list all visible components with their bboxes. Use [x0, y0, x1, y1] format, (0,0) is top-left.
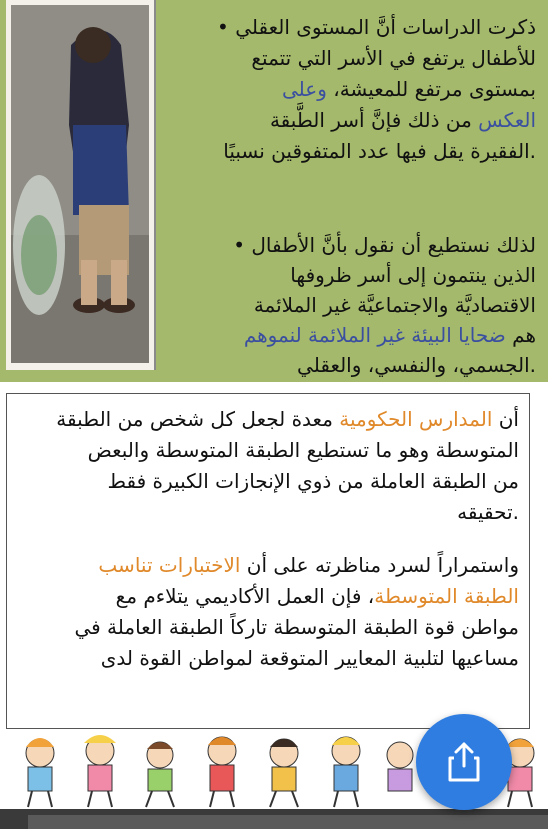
section2-text — [171, 230, 536, 380]
box-p1-line1a: أن — [492, 407, 519, 431]
share-icon — [446, 742, 482, 782]
bottom-bar — [0, 809, 548, 829]
share-button[interactable] — [416, 714, 512, 810]
box-p2-line2a: الطبقة المتوسطة — [374, 584, 519, 608]
box-p1-line4: .تحقيقه — [457, 500, 519, 524]
kid-5 — [270, 739, 298, 807]
photo-frame — [6, 0, 156, 370]
kid-4 — [208, 737, 236, 807]
section2-line2: الذين ينتمون إلى أسر ظروفها — [290, 263, 536, 287]
section2-line3: الاقتصاديَّة والاجتماعيَّة غير الملائمة — [253, 293, 536, 317]
kid-7 — [387, 742, 413, 791]
bottom-bar-inner — [28, 815, 548, 829]
section2-line1: لذلك نستطيع أن نقول بأنَّ الأطفال • — [233, 233, 536, 257]
kid-2 — [84, 735, 116, 807]
section1-line1: ذكرت الدراسات أنَّ المستوى العقلي • — [217, 15, 536, 39]
child-illustration — [11, 5, 149, 363]
section2-line4b: ضحايا البيئة غير الملائمة لنموهم — [243, 323, 506, 347]
section1-line4b: من ذلك فإنَّ أسر الطَّبقة — [269, 108, 479, 132]
box-p1-line2: المتوسطة وهو ما تستطيع الطبقة المتوسطة والبعض — [87, 438, 519, 462]
box-p2-line1a: واستمراراً لسرد مناظرته على أن — [240, 553, 519, 577]
box-p1-line1c: معدة لجعل كل شخص من الطبقة — [56, 407, 340, 431]
section1-text — [171, 12, 536, 167]
section2-line5: .الجسمي، والنفسي، والعقلي — [297, 353, 536, 377]
kid-6 — [332, 737, 360, 807]
box-p2-line1b: الاختبارات تناسب — [98, 553, 241, 577]
box-paragraph-1 — [7, 394, 529, 528]
box-p1-line1b: المدارس الحكومية — [339, 407, 493, 431]
top-panel — [0, 0, 548, 382]
kid-1 — [26, 738, 54, 807]
kid-3 — [146, 742, 174, 807]
box-p1-line3: من الطبقة العاملة من ذوي الإنجازات الكبيرة فقط — [107, 469, 519, 493]
section2-line4a: هم — [505, 323, 536, 347]
text-box — [6, 393, 530, 729]
box-p2-line3: مواطن قوة الطبقة المتوسطة تاركاً الطبقة العاملة في — [74, 615, 519, 639]
box-p2-line4: مساعيها لتلبية المعايير المتوقعة لمواطن القوة لدى — [100, 646, 519, 670]
section1-line5: .الفقيرة يقل فيها عدد المتفوقين نسبيًا — [223, 139, 536, 163]
section1-line3b: وعلى — [281, 77, 327, 101]
section1-line3a: بمستوى مرتفع للمعيشة، — [326, 77, 536, 101]
photo-poor-child — [11, 5, 149, 363]
box-paragraph-2 — [7, 528, 529, 674]
section1-line4a: العكس — [478, 108, 536, 132]
box-p2-line2b: ، فإن العمل الأكاديمي يتلاءم مع — [115, 584, 375, 608]
section1-line2: للأطفال يرتفع في الأسر التي تتمتع — [251, 46, 536, 70]
